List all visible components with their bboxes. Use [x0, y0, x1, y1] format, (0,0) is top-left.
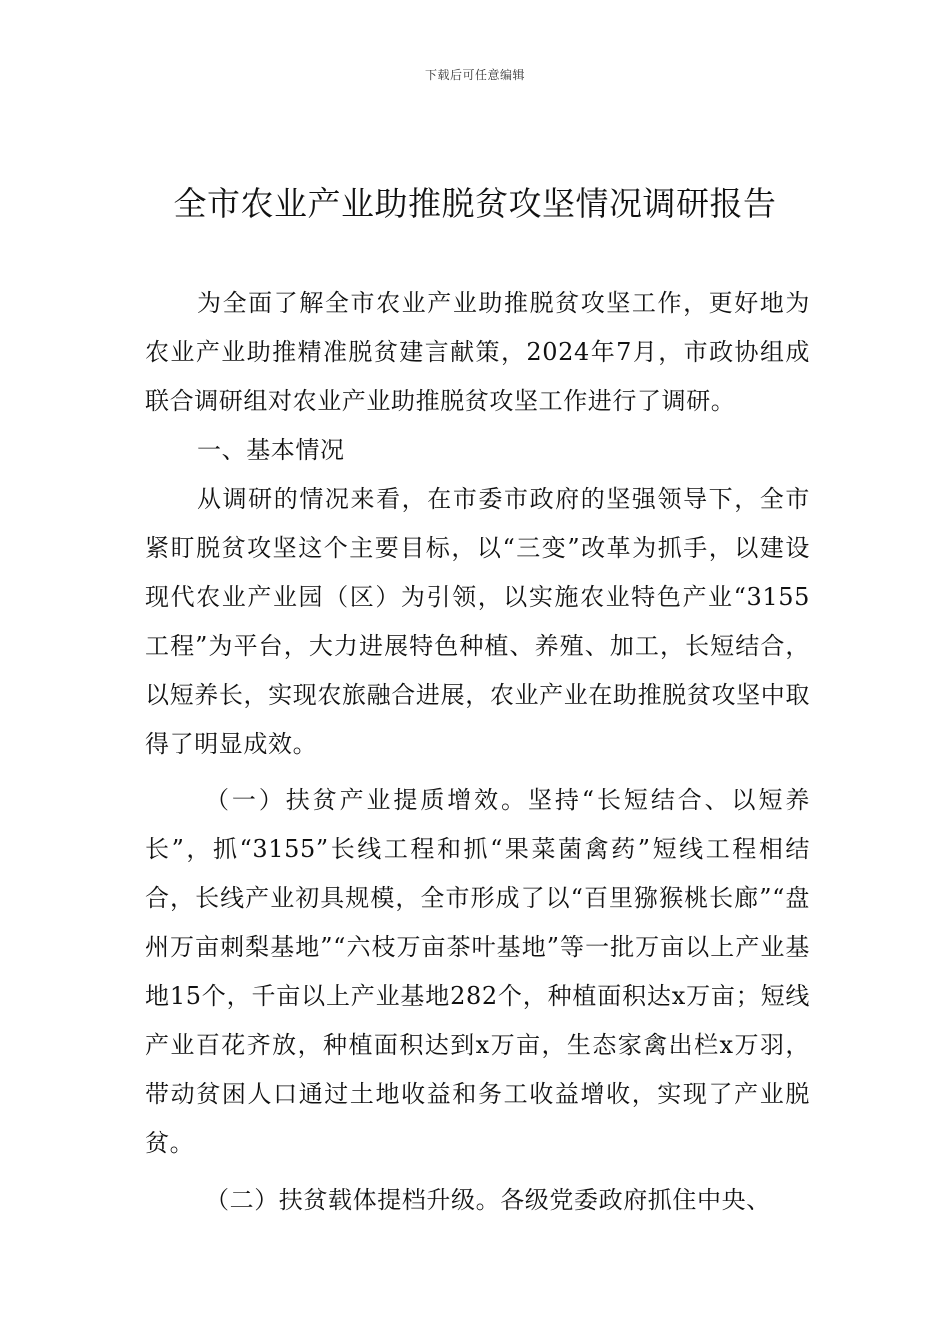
- subsection-2-paragraph: （二）扶贫载体提档升级。各级党委政府抓住中央、: [205, 1186, 771, 1214]
- basic-situation-paragraph: 从调研的情况来看，在市委市政府的坚强领导下，全市紧盯脱贫攻坚这个主要目标，以“三变”改革为抓手，以建设现代农业产业园（区）为引领，以实施农业特色产业“3155工程”为平台，大力进展特色种植、养殖、加工，长短结合，以短养长，实现农旅融合进展，农业产业在助推脱贫攻坚中取得了明显成效。: [145, 485, 810, 758]
- document-body: [145, 279, 810, 1225]
- section-heading-basic-situation: 一、基本情况: [197, 436, 345, 464]
- intro-paragraph: 为全面了解全市农业产业助推脱贫攻坚工作，更好地为农业产业助推精准脱贫建言献策，2024年7月，市政协组成联合调研组对农业产业助推脱贫攻坚工作进行了调研。: [145, 289, 810, 415]
- subsection-1-paragraph: （一）扶贫产业提质增效。坚持“长短结合、以短养长”，抓“3155”长线工程和抓“果菜菌禽药”短线工程相结合，长线产业初具规模，全市形成了以“百里猕猴桃长廊”“盘州万亩刺梨基地”“六枝万亩茶叶基地”等一批万亩以上产业基地15个，千亩以上产业基地282个，种植面积达x万亩；短线产业百花齐放，种植面积达到x万亩，生态家禽出栏x万羽，带动贫困人口通过土地收益和务工收益增收，实现了产业脱贫。: [145, 786, 810, 1157]
- document-title: 全市农业产业助推脱贫攻坚情况调研报告: [173, 184, 777, 223]
- header-note: 下载后可任意编辑: [424, 68, 525, 82]
